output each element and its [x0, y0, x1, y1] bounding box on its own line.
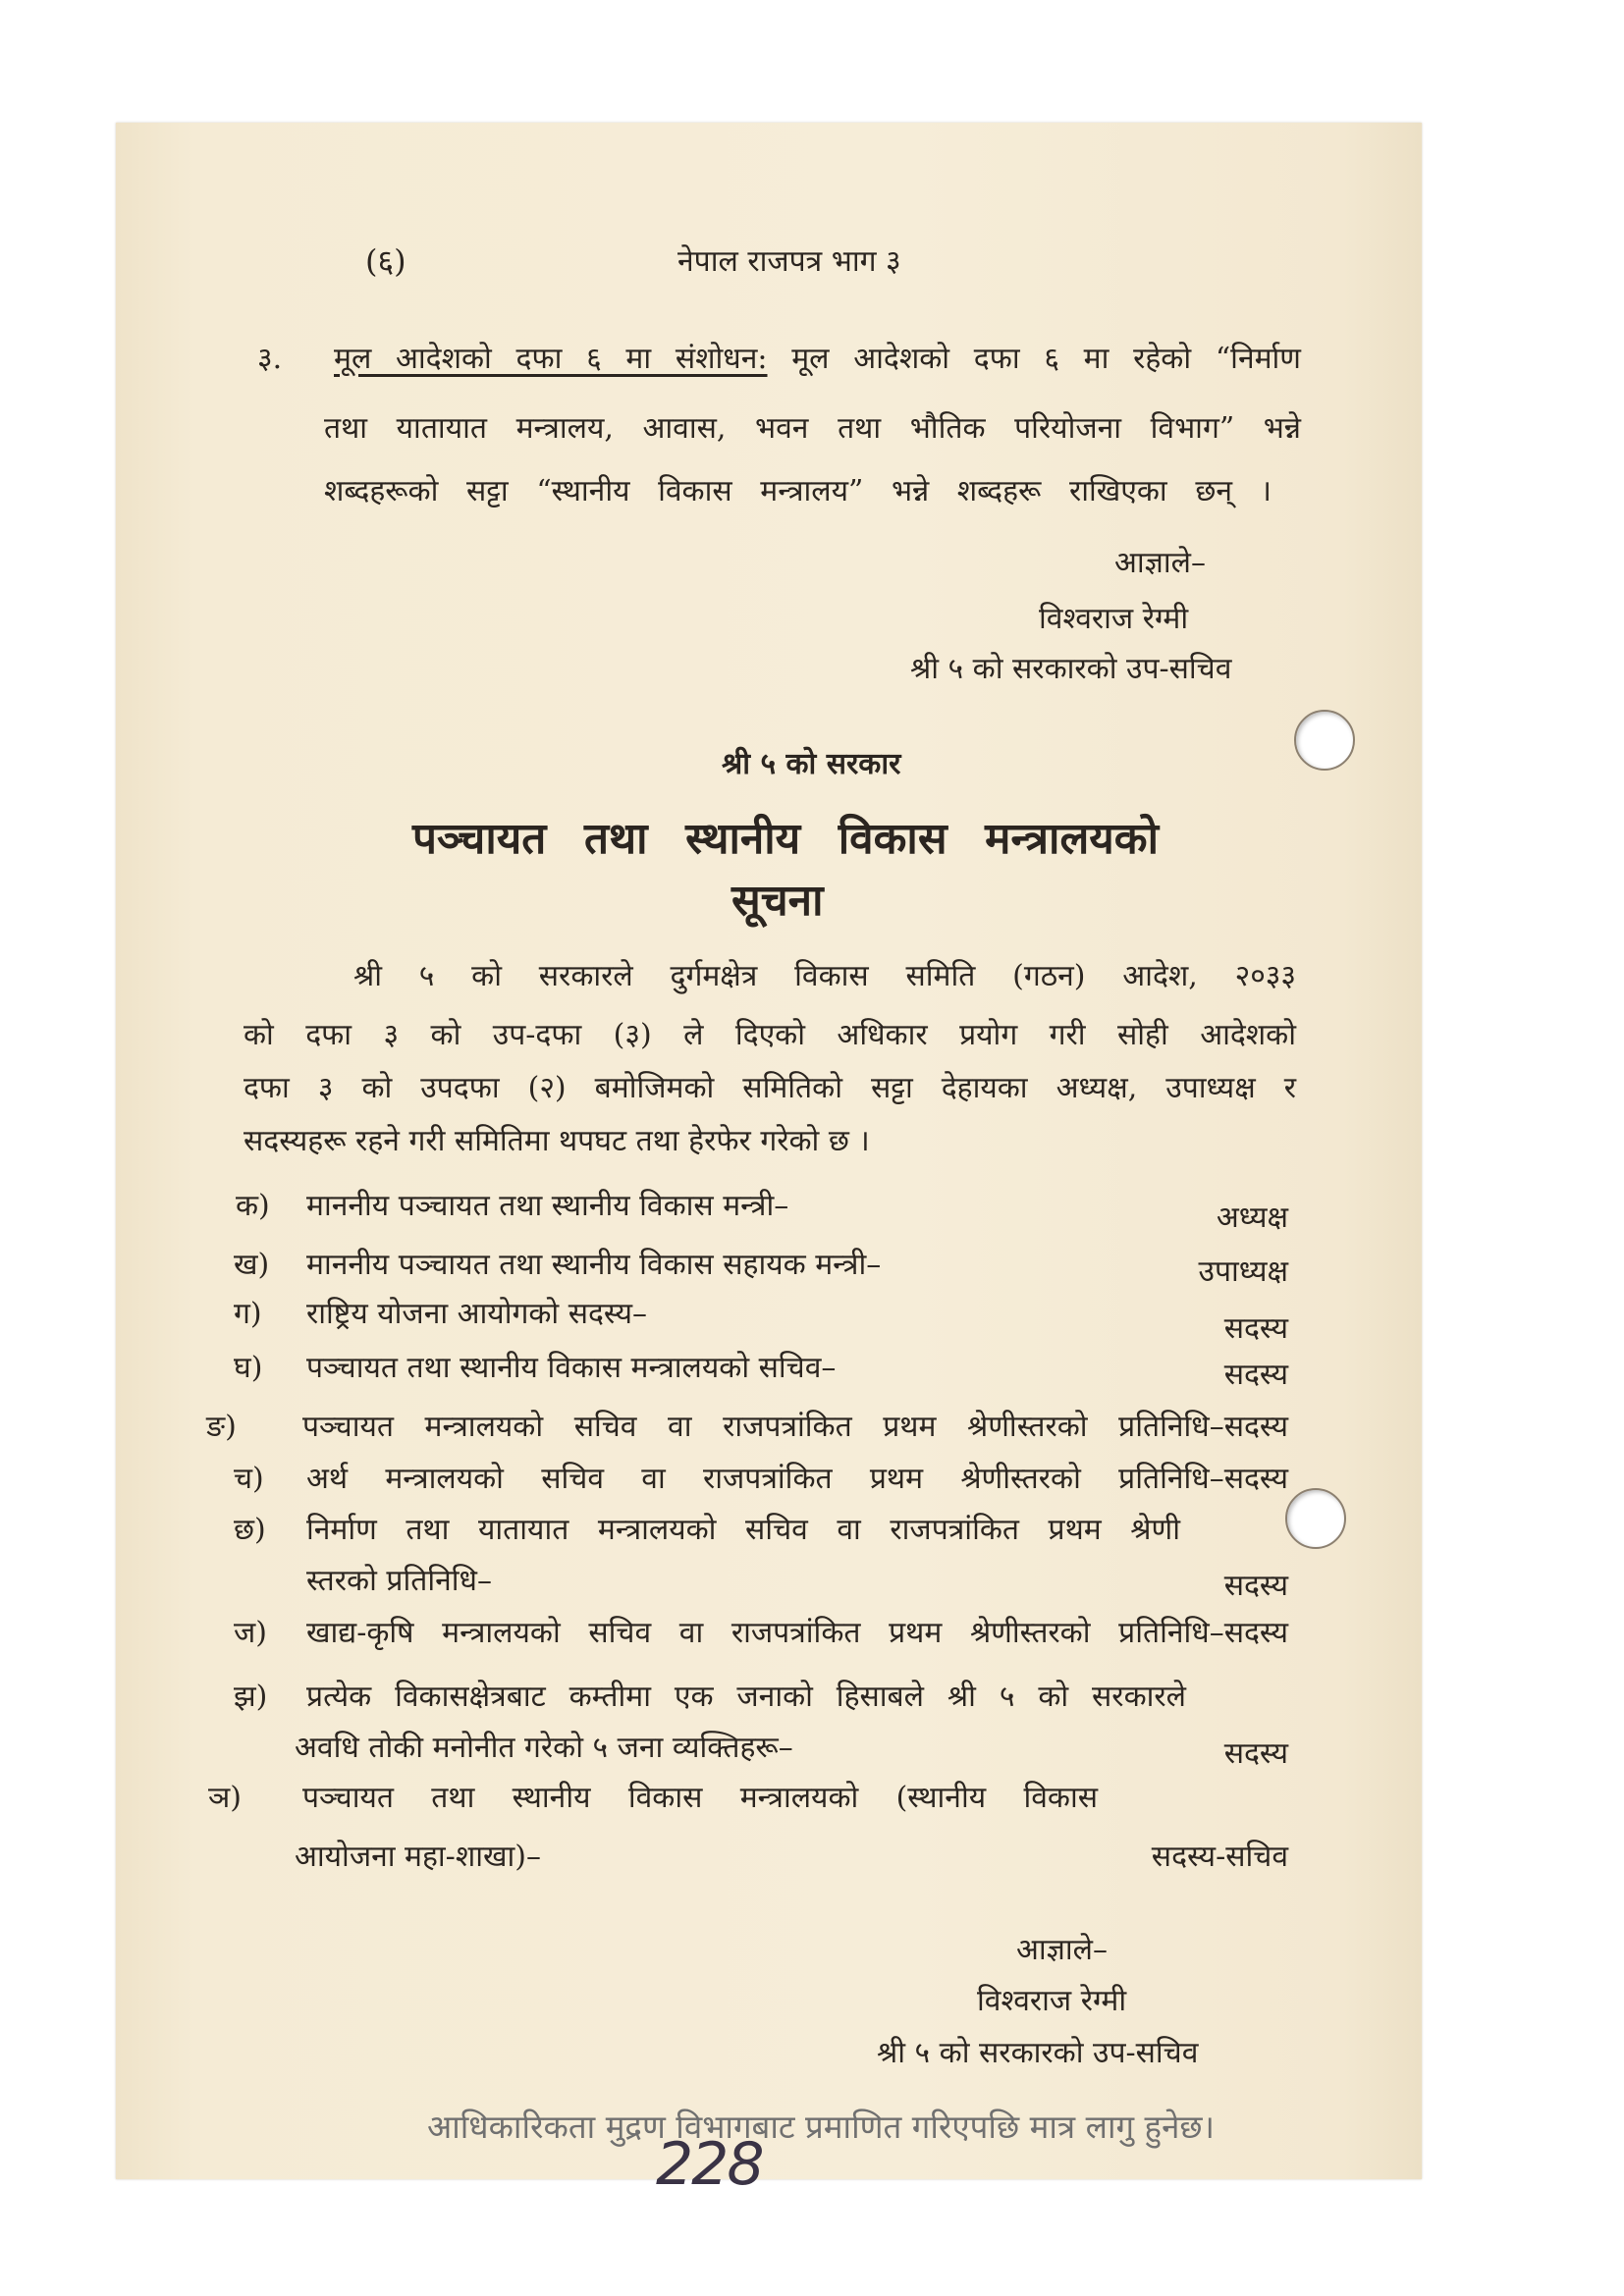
notice-line-2: को दफा ३ को उप-दफा (३) ले दिएको अधिकार प्रयोग गरी सोही आदेशको	[244, 1018, 1296, 1052]
authenticity-note: आधिकारिकता मुद्रण विभागबाट प्रमाणित गरिएपछि मात्र लागु हुनेछ।	[427, 2108, 1216, 2146]
signature-1-by-order: आज्ञाले–	[1114, 546, 1206, 580]
list-item-label: ख)	[234, 1248, 270, 1282]
list-item-text: प्रत्येक विकासक्षेत्रबाट कम्तीमा एक जनाको हिसाबले श्री ५ को सरकारले	[306, 1680, 1186, 1714]
list-item-text: खाद्य-कृषि मन्त्रालयको सचिव वा राजपत्रांकित प्रथम श्रेणीस्तरको प्रतिनिधि–सदस्य	[306, 1616, 1289, 1650]
notice-ministry: पञ्चायत तथा स्थानीय विकास मन्त्रालयको	[412, 814, 1159, 864]
notice-title: सूचना	[731, 876, 824, 926]
gazette-title: नेपाल राजपत्र भाग ३	[677, 244, 901, 279]
signature-2-by-order: आज्ञाले–	[1016, 1933, 1108, 1967]
notice-line-1: श्री ५ को सरकारले दुर्गमक्षेत्र विकास समिति (गठन) आदेश, २०३३	[353, 959, 1296, 993]
punch-hole-top	[1294, 710, 1355, 771]
notice-line-4: सदस्यहरू रहने गरी समितिमा थपघट तथा हेरफेर गरेको छ ।	[244, 1124, 870, 1158]
list-item-text-continued: स्तरको प्रतिनिधि–	[306, 1564, 492, 1598]
handwritten-page-number: 228	[656, 2130, 763, 2199]
signature-2-name: विश्वराज रेग्मी	[977, 1984, 1127, 2018]
list-item-role: सदस्य	[1223, 1736, 1288, 1771]
list-item-role: सदस्य	[1223, 1358, 1288, 1392]
signature-1-designation: श्री ५ को सरकारको उप-सचिव	[910, 652, 1232, 686]
list-item-label: क)	[236, 1189, 270, 1223]
list-item-text: माननीय पञ्चायत तथा स्थानीय विकास मन्त्री–	[306, 1189, 789, 1223]
list-item-text-continued: आयोजना महा-शाखा)–	[295, 1840, 542, 1874]
list-item-role: उपाध्यक्ष	[1198, 1255, 1288, 1289]
list-item-text: पञ्चायत मन्त्रालयको सचिव वा राजपत्रांकित प्रथम श्रेणीस्तरको प्रतिनिधि–सदस्य	[302, 1410, 1288, 1444]
punch-hole-bottom	[1285, 1488, 1346, 1549]
list-item-label: ग)	[234, 1297, 262, 1331]
amendment-line-2: तथा यातायात मन्त्रालय, आवास, भवन तथा भौतिक परियोजना विभाग” भन्ने	[324, 411, 1301, 446]
list-item-text: अर्थ मन्त्रालयको सचिव वा राजपत्रांकित प्रथम श्रेणीस्तरको प्रतिनिधि–सदस्य	[306, 1462, 1288, 1496]
amendment-number: ३.	[257, 342, 283, 376]
list-item-text: पञ्चायत तथा स्थानीय विकास मन्त्रालयको (स्थानीय विकास	[302, 1781, 1098, 1815]
notice-issuer: श्री ५ को सरकार	[722, 747, 901, 781]
list-item-label: छ)	[234, 1513, 266, 1547]
list-item-label: च)	[234, 1462, 264, 1496]
amendment-line-1-text: मूल आदेशको दफा ६ मा रहेको “निर्माण	[767, 342, 1301, 376]
list-item-role: सदस्य-सचिव	[1151, 1840, 1288, 1874]
list-item-label: घ)	[234, 1351, 263, 1385]
list-item-label: ज)	[234, 1616, 267, 1650]
list-item-text: निर्माण तथा यातायात मन्त्रालयको सचिव वा राजपत्रांकित प्रथम श्रेणी	[306, 1513, 1180, 1547]
list-item-role: सदस्य	[1223, 1311, 1288, 1346]
signature-1-name: विश्वराज रेग्मी	[1039, 602, 1189, 636]
list-item-text-continued: अवधि तोकी मनोनीत गरेको ५ जना व्यक्तिहरू–	[295, 1731, 793, 1765]
list-item-text: पञ्चायत तथा स्थानीय विकास मन्त्रालयको सचिव–	[306, 1351, 837, 1385]
list-item-text: राष्ट्रिय योजना आयोगको सदस्य–	[306, 1297, 647, 1331]
list-item-role: अध्यक्ष	[1216, 1201, 1288, 1235]
amendment-heading: मूल आदेशको दफा ६ मा संशोधन:	[334, 342, 768, 376]
amendment-line-3: शब्दहरूको सट्टा “स्थानीय विकास मन्त्रालय” भन्ने शब्दहरू राखिएका छन् ।	[324, 474, 1272, 508]
page-number: (६)	[365, 242, 406, 280]
list-item-role: सदस्य	[1223, 1569, 1288, 1603]
list-item-label: ङ)	[206, 1410, 237, 1444]
signature-2-designation: श्री ५ को सरकारको उप-सचिव	[877, 2036, 1199, 2070]
list-item-label: ञ)	[208, 1781, 242, 1815]
list-item-text: माननीय पञ्चायत तथा स्थानीय विकास सहायक मन्त्री–	[306, 1248, 882, 1282]
amendment-line-1	[334, 341, 1301, 378]
notice-line-3: दफा ३ को उपदफा (२) बमोजिमको समितिको सट्टा देहायका अध्यक्ष, उपाध्यक्ष र	[244, 1071, 1296, 1105]
list-item-label: झ)	[234, 1680, 268, 1714]
